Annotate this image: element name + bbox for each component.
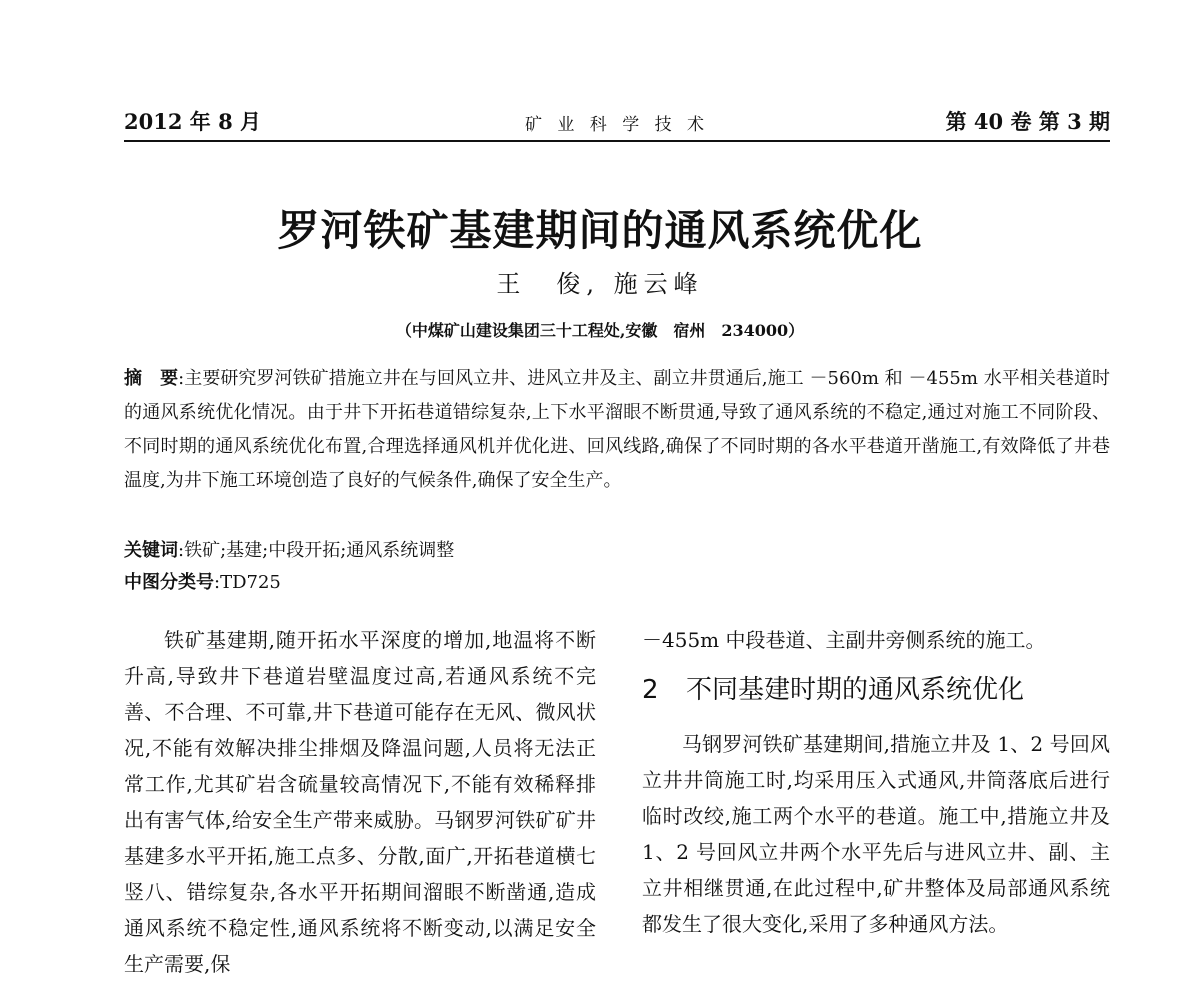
section-paragraph: 马钢罗河铁矿基建期间,措施立井及 1、2 号回风立井井筒施工时,均采用压入式通风,井筒落底后进行临时改绞,施工两个水平的巷道。施工中,措施立井及 1、2 号回风立井两个水平先后与进风立井、副、主立井相继贯通,在此过程中,矿井整体及局部通风系统都发生了很大变化,采用了多种通风方法。 xyxy=(642,732,1110,936)
paper-title: 罗河铁矿基建期间的通风系统优化 xyxy=(277,206,923,255)
classification-number xyxy=(124,568,281,594)
intro-paragraph: 铁矿基建期,随开拓水平深度的增加,地温将不断升高,导致井下巷道岩壁温度过高,若通风系统不完善、不合理、不可靠,井下巷道可能存在无风、微风状况,不能有效解决排尘排烟及降温问题,人员将无法正常工作,尤其矿岩含硫量较高情况下,不能有效稀释排出有害气体,给安全生产带来威胁。马钢罗河铁矿矿井基建多水平开拓,施工点多、分散,面广,开拓巷道横七竖八、错综复杂,各水平开拓期间溜眼不断凿通,造成通风系统不稳定性,通风系统将不断变动,以满足安全生产需要,保 xyxy=(124,628,596,976)
abstract xyxy=(124,362,1110,498)
keywords xyxy=(124,536,454,562)
section-title: 不同基建时期的通风系统优化 xyxy=(686,675,1025,705)
running-header xyxy=(124,104,1110,142)
author-affiliation: （中煤矿山建设集团三十工程处,安徽 宿州 234000） xyxy=(395,321,805,340)
section-heading xyxy=(642,670,1110,710)
body-column-right xyxy=(642,622,1110,942)
abstract-label: 摘 要 xyxy=(124,368,179,389)
header-journal-name: 矿 业 科 学 技 术 xyxy=(524,115,710,135)
keywords-label: 关键词 xyxy=(124,540,178,561)
body-column-left xyxy=(124,622,596,982)
header-volume-issue: 第 40 卷 第 3 期 xyxy=(945,109,1110,134)
keywords-text: :铁矿;基建;中段开拓;通风系统调整 xyxy=(178,540,455,561)
continued-paragraph: －455m 中段巷道、主副井旁侧系统的施工。 xyxy=(642,628,1046,652)
header-date: 2012 年 8 月 xyxy=(124,109,261,134)
section-number: 2 xyxy=(642,675,659,705)
abstract-text: :主要研究罗河铁矿措施立井在与回风立井、进风立井及主、副立井贯通后,施工 －560m 和 －455m 水平相关巷道时的通风系统优化情况。由于井下开拓巷道错综复杂,上下水平溜眼不断贯通,导致了通风系统的不稳定,通过对施工不同阶段、不同时期的通风系统优化布置,合理选择通风机并优化进、回风线路,确保了不同时期的各水平巷道开凿施工,有效降低了井巷温度,为井下施工环境创造了良好的气候条件,确保了安全生产。 xyxy=(124,368,1110,491)
classification-text: :TD725 xyxy=(214,572,281,593)
paper-authors: 王 俊, 施云峰 xyxy=(496,270,704,298)
classification-label: 中图分类号 xyxy=(124,572,214,593)
